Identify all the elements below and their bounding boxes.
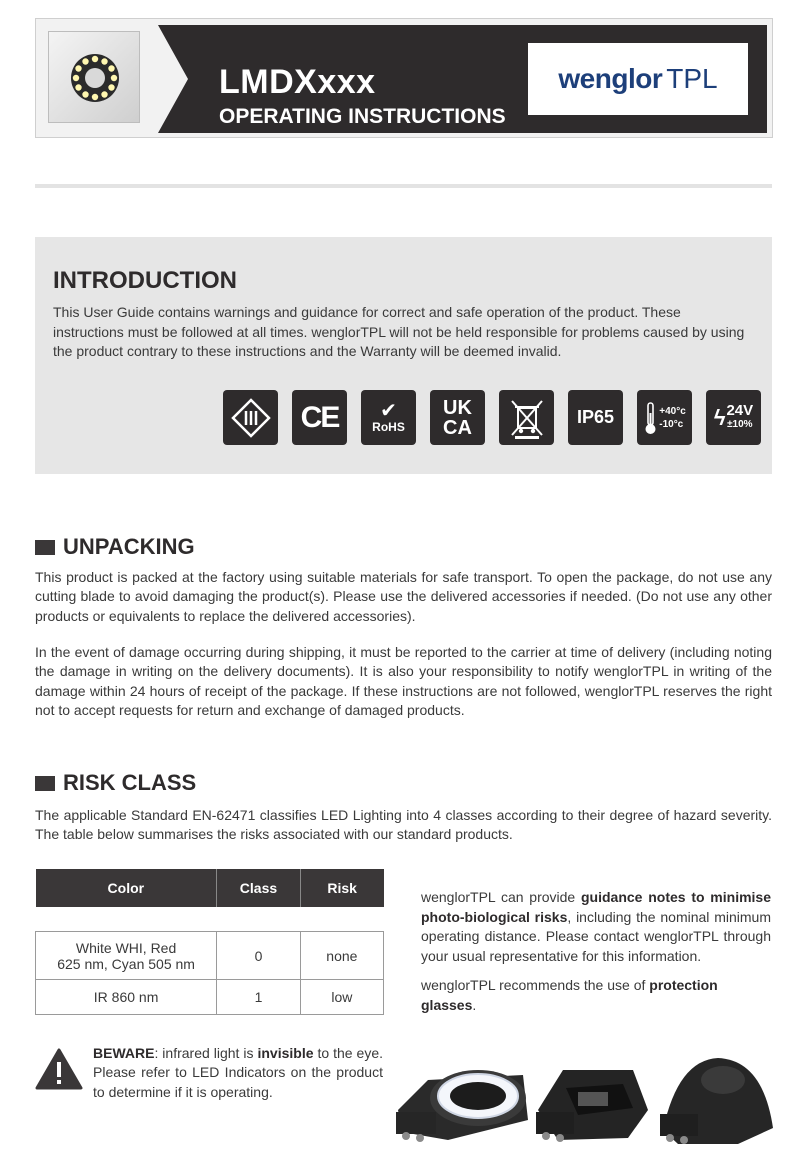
brand-logo <box>528 43 748 115</box>
ce-mark-icon: CE <box>292 390 347 445</box>
brand-suffix: TPL <box>666 63 718 94</box>
risk-class-intro: The applicable Standard EN-62471 classifies LED Lighting into 4 classes according to their degree of hazard severity. The table below summarises the risks associated with our standard products. <box>35 807 772 843</box>
risk-class-title: RISK CLASS <box>63 770 197 795</box>
unpacking-title: UNPACKING <box>63 534 195 559</box>
ukca-icon: UK CA <box>430 390 485 445</box>
unpacking-paragraph-1: This product is packed at the factory using suitable materials for safe transport. To open the package, do not use any cutting blade to avoid damaging the product(s). Please use the delivered accessories if needed. (Do not use any other products or equivalents to replace the delivered accessories). <box>35 569 772 624</box>
product-ring-light-image <box>396 1070 528 1142</box>
temperature-range-icon: +40°c -10°c <box>637 390 692 445</box>
certification-icons <box>223 390 761 445</box>
document-header <box>35 18 773 138</box>
document-title: LMDXxxx <box>219 63 376 101</box>
product-thumbnail <box>48 31 140 123</box>
table-cell-color: White WHI, Red 625 nm, Cyan 505 nm <box>36 932 217 980</box>
table-row <box>36 980 384 1015</box>
introduction-text: This User Guide contains warnings and guidance for correct and safe operation of the product. These instructions must be followed at all times. wenglorTPL will not be held responsible for problems caused by using the product contrary to these instructions and the Warranty will be deemed invalid. <box>53 304 745 359</box>
table-cell-color: IR 860 nm <box>36 980 217 1015</box>
introduction-box <box>35 237 772 474</box>
table-row <box>36 932 384 980</box>
table-header-row <box>36 869 384 907</box>
risk-class-table <box>35 869 384 1015</box>
weee-bin-icon <box>499 390 554 445</box>
rohs-icon: ✔ RoHS <box>361 390 416 445</box>
table-cell-risk: low <box>300 980 383 1015</box>
column-header-class: Class <box>217 869 301 907</box>
warning-triangle-icon <box>35 1048 83 1090</box>
voltage-icon: ϟ 24V ±10% <box>706 390 761 445</box>
header-divider <box>35 184 772 188</box>
beware-notice <box>35 1044 385 1104</box>
ip65-icon: IP65 <box>568 390 623 445</box>
ring-light-icon <box>68 51 122 105</box>
risk-class-heading <box>35 770 196 796</box>
section-marker <box>35 776 55 791</box>
guidance-notes <box>421 888 771 1025</box>
introduction-title: INTRODUCTION <box>53 267 237 294</box>
section-marker <box>35 540 55 555</box>
column-header-risk: Risk <box>300 869 383 907</box>
table-cell-risk: none <box>300 932 383 980</box>
table-cell-class: 1 <box>217 980 301 1015</box>
document-subtitle: OPERATING INSTRUCTIONS <box>219 105 506 128</box>
guidance-paragraph: wenglorTPL can provide guidance notes to minimise photo-biological risks, including the nominal minimum operating distance. Please contact wenglorTPL through your usual representative for this information. <box>421 889 771 964</box>
table-cell-class: 0 <box>217 932 301 980</box>
column-header-color: Color <box>36 869 217 907</box>
product-photos <box>388 1040 778 1155</box>
class-iii-icon <box>223 390 278 445</box>
protection-paragraph: wenglorTPL recommends the use of protection glasses. <box>421 977 718 1013</box>
unpacking-heading <box>35 534 195 560</box>
brand-name: wenglor <box>558 63 663 94</box>
product-square-light-image <box>536 1070 648 1142</box>
product-dome-light-image <box>660 1058 773 1144</box>
unpacking-paragraph-2: In the event of damage occurring during shipping, it must be reported to the carrier at time of delivery (including noting the damage in writing on the delivery documents). It is also your responsibility to notify wenglorTPL in writing of the damage within 24 hours of receipt of the package. If these instructions are not followed, wenglorTPL reserves the right not to accept requests for return and exchange of damaged products. <box>35 644 772 718</box>
beware-text: BEWARE: infrared light is invisible to the eye. Please refer to LED Indicators on the product to determine if it is operating. <box>93 1045 383 1100</box>
